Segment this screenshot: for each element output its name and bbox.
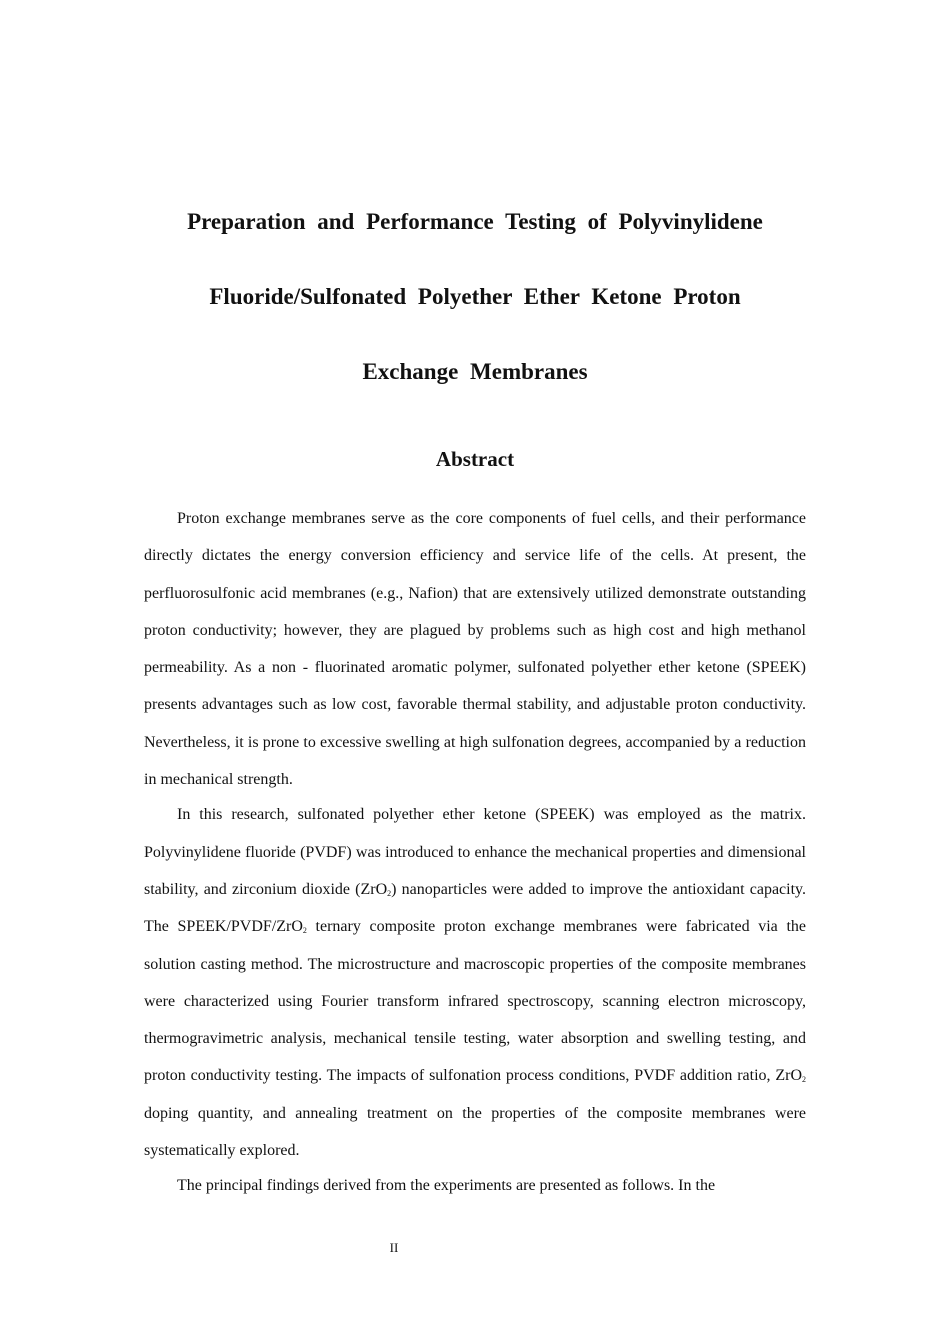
title-line-3: Exchange Membranes: [362, 359, 588, 384]
paragraph-2-text-d: doping quantity, and annealing treatment on the properties of the composite membranes were systematically explored.: [144, 1104, 806, 1160]
paragraph-2-text-b: ) nanoparticles were added to improve the antioxidant capacity. The SPEEK/PVDF/ZrO: [144, 880, 806, 936]
abstract-paragraph-3: The principal findings derived from the experiments are presented as follows. In the: [177, 1177, 716, 1195]
abstract-body: [144, 500, 806, 1205]
title-line-2: Fluoride/Sulfonated Polyether Ether Ketone Proton: [209, 284, 741, 309]
paragraph-2-text-a: In this research, sulfonated polyether ether ketone (SPEEK) was employed as the matrix. Polyvinylidene fluoride (PVDF) was introduced to enhance the mechanical properties and dimensional stability, and zirconium dioxide (ZrO: [144, 806, 806, 898]
page-number: II: [389, 1240, 399, 1255]
title-line-1: Preparation and Performance Testing of Polyvinylidene: [187, 209, 763, 234]
abstract-paragraph-2: [144, 796, 806, 1169]
subscript-2: 2: [302, 926, 307, 936]
paragraph-2-text-c: ternary composite proton exchange membranes were fabricated via the solution casting method. The microstructure and macroscopic properties of the composite membranes were characterized using Fourier transform infrared spectroscopy, scanning electron microscopy, thermogravimetric analysis, mechanical tensile testing, water absorption and swelling testing, and proton conductivity testing. The impacts of sulfonation process conditions, PVDF addition ratio, ZrO: [144, 918, 806, 1085]
abstract-heading: Abstract: [435, 447, 515, 471]
subscript-2: 2: [802, 1075, 806, 1085]
abstract-paragraph-1: Proton exchange membranes serve as the core components of fuel cells, and their performance directly dictates the energy conversion efficiency and service life of the cells. At present, the perfluorosulfonic acid membranes (e.g., Nafion) that are extensively utilized demonstrate outstanding proton conductivity; however, they are plagued by problems such as high cost and high methanol permeability. As a non - fluorinated aromatic polymer, sulfonated polyether ether ketone (SPEEK) presents advantages such as low cost, favorable thermal stability, and adjustable proton conductivity. Nevertheless, it is prone to excessive swelling at high sulfonation degrees, accompanied by a reduction in mechanical strength.: [144, 510, 806, 789]
subscript-2: 2: [387, 888, 392, 898]
